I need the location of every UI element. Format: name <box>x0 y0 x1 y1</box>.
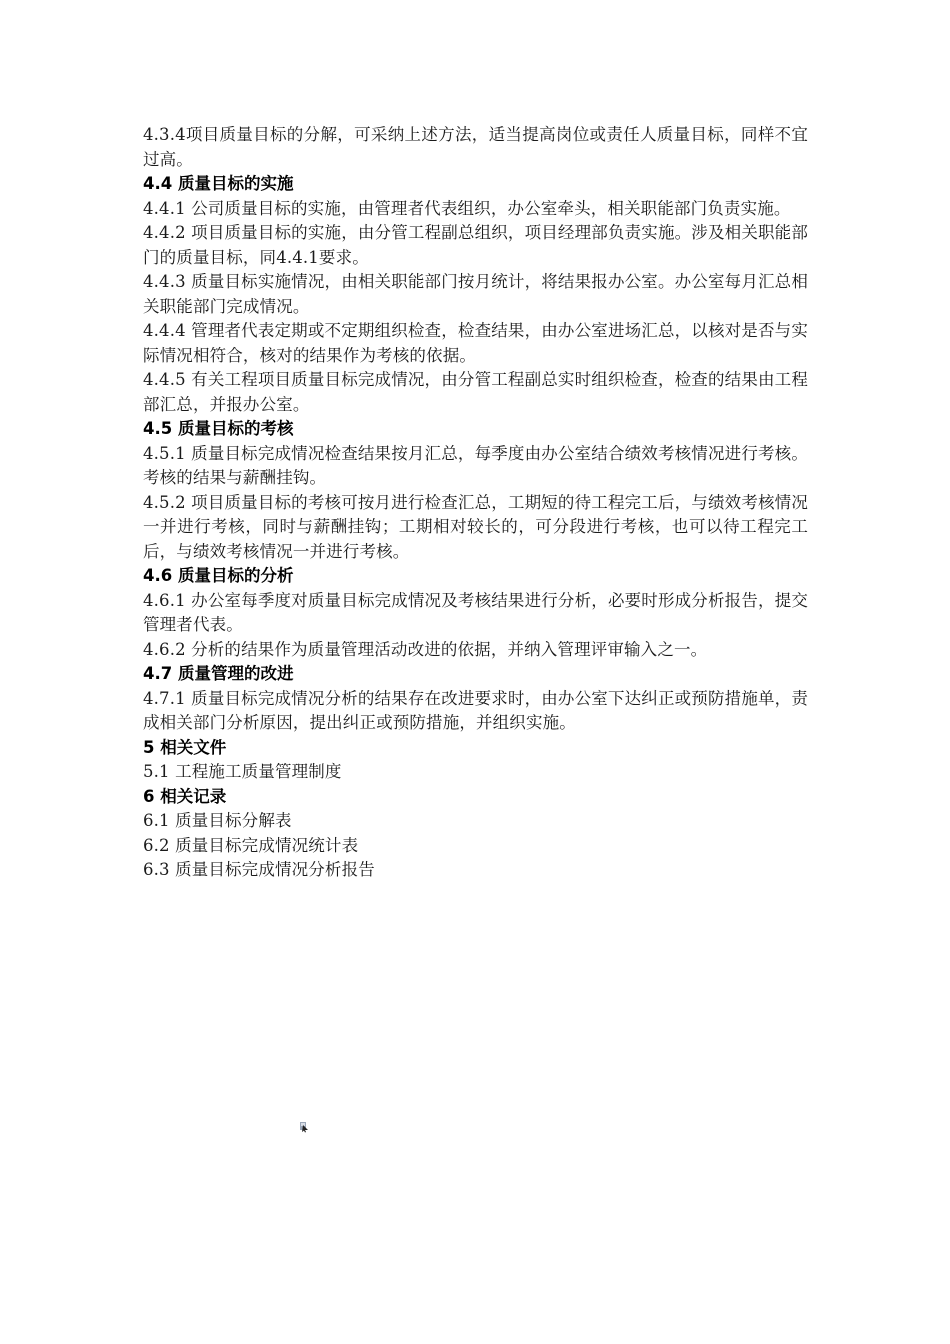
paragraph-4-5-2: 4.5.2 项目质量目标的考核可按月进行检查汇总，工期短的待工程完工后，与绩效考核情况一并进行考核，同时与薪酬挂钩；工期相对较长的，可分段进行考核，也可以待工程完工后，与绩效考核情况一并进行考核。 <box>143 492 808 561</box>
paragraph-6-1: 6.1 质量目标分解表 <box>143 811 292 830</box>
heading-4-5: 4.5 质量目标的考核 <box>143 419 294 438</box>
heading-5: 5 相关文件 <box>143 737 227 757</box>
paragraph-4-3-4: 4.3.4项目质量目标的分解，可采纳上述方法，适当提高岗位或责任人质量目标，同样不宜过高。 <box>143 125 808 169</box>
paragraph-6-2: 6.2 质量目标完成情况统计表 <box>143 835 359 855</box>
paragraph-6-3: 6.3 质量目标完成情况分析报告 <box>143 860 375 879</box>
paragraph-4-4-5: 4.4.5 有关工程项目质量目标完成情况，由分管工程副总实时组织检查，检查的结果由工程部汇总，并报办公室。 <box>143 370 808 414</box>
heading-4-6: 4.6 质量目标的分析 <box>143 566 294 585</box>
heading-4-4: 4.4 质量目标的实施 <box>143 174 294 193</box>
heading-4-7: 4.7 质量管理的改进 <box>143 664 294 683</box>
heading-6: 6 相关记录 <box>143 786 227 806</box>
document-body <box>143 123 808 883</box>
paragraph-4-6-2: 4.6.2 分析的结果作为质量管理活动改进的依据，并纳入管理评审输入之一。 <box>143 639 708 659</box>
paragraph-4-7-1: 4.7.1 质量目标完成情况分析的结果存在改进要求时，由办公室下达纠正或预防措施单，责成相关部门分析原因，提出纠正或预防措施，并组织实施。 <box>143 688 808 732</box>
paragraph-5-1: 5.1 工程施工质量管理制度 <box>143 762 342 781</box>
paragraph-4-6-1: 4.6.1 办公室每季度对质量目标完成情况及考核结果进行分析，必要时形成分析报告，提交管理者代表。 <box>143 590 808 634</box>
paragraph-4-4-3: 4.4.3 质量目标实施情况，由相关职能部门按月统计，将结果报办公室。办公室每月汇总相关职能部门完成情况。 <box>143 272 808 316</box>
paragraph-4-4-4: 4.4.4 管理者代表定期或不定期组织检查，检查结果，由办公室进场汇总，以核对是否与实际情况相符合，核对的结果作为考核的依据。 <box>143 321 808 365</box>
paragraph-4-4-2: 4.4.2 项目质量目标的实施，由分管工程副总组织，项目经理部负责实施。涉及相关职能部门的质量目标，同4.4.1要求。 <box>143 223 808 267</box>
document-mark-icon <box>299 1118 309 1130</box>
paragraph-4-5-1: 4.5.1 质量目标完成情况检查结果按月汇总，每季度由办公室结合绩效考核情况进行考核。考核的结果与薪酬挂钩。 <box>143 443 808 487</box>
paragraph-4-4-1: 4.4.1 公司质量目标的实施，由管理者代表组织，办公室牵头，相关职能部门负责实施。 <box>143 198 791 218</box>
